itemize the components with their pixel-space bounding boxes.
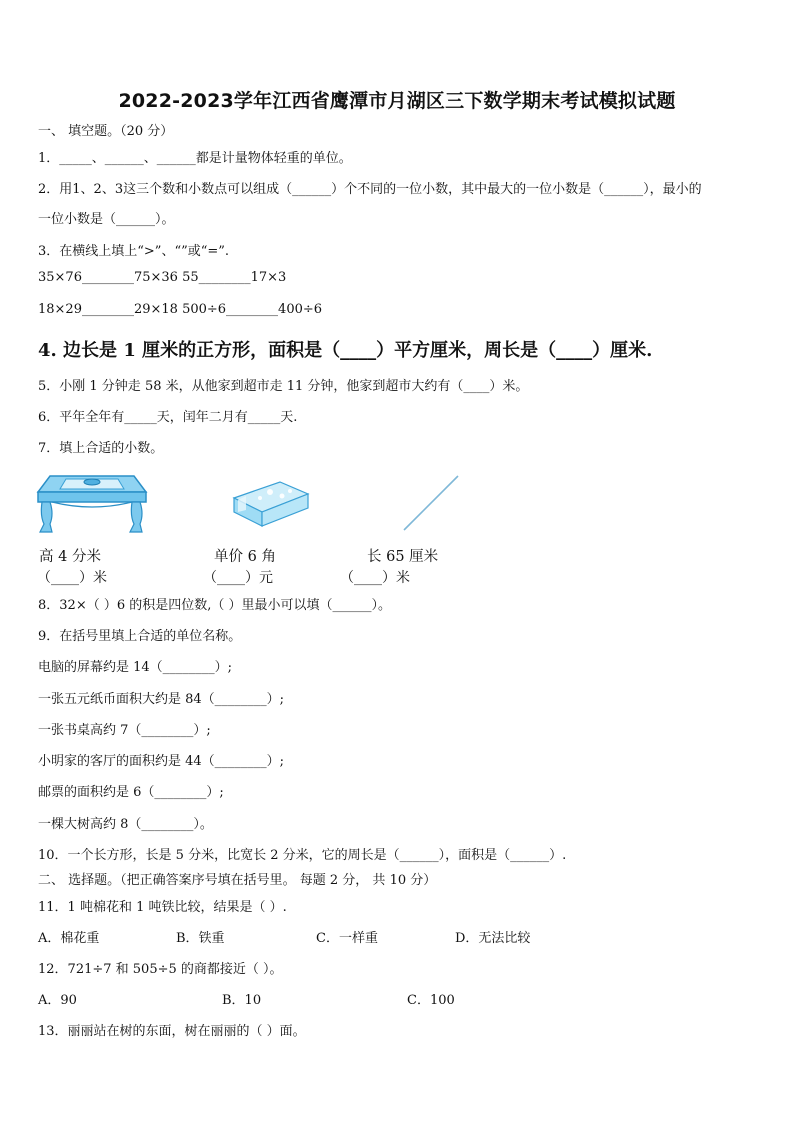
question-12: 12．721÷7 和 505÷5 的商都接近（ ）。 <box>38 962 283 977</box>
question-3: 3．在横线上填上“>”、“”或“=”. <box>38 244 230 259</box>
q11-option-b: B．铁重 <box>176 931 225 946</box>
q12-option-c: C．100 <box>407 993 455 1008</box>
q11-option-a: A．棉花重 <box>38 931 100 946</box>
q7-answer-2: （____）元 <box>203 570 273 586</box>
q9-item-6: 一棵大树高约 8（________）。 <box>38 817 213 832</box>
question-2-line-1: 2．用1、2、3这三个数和小数点可以组成（______）个不同的一位小数，其中最大的一位小数是（______），最小的 <box>38 182 702 197</box>
q9-item-3: 一张书桌高约 7（________）; <box>38 723 211 738</box>
q12-option-b: B．10 <box>222 993 262 1008</box>
q11-option-d: D．无法比较 <box>455 931 531 946</box>
question-10: 10．一个长方形，长是 5 分米，比宽长 2 分米，它的周长是（______），面积是（______）. <box>38 848 567 863</box>
question-6: 6．平年全年有_____天，闰年二月有_____天. <box>38 410 298 425</box>
q12-option-a: A．90 <box>38 993 77 1008</box>
q7-answer-1: （____）米 <box>37 570 107 586</box>
q7-label-1: 高 4 分米 <box>39 549 101 565</box>
stick-illustration <box>400 472 462 534</box>
question-4: 4. 边长是 1 厘米的正方形，面积是（____）平方厘米，周长是（____）厘米. <box>38 340 653 361</box>
section-1-heading: 一、 填空题。（20 分） <box>38 124 174 139</box>
q7-label-3: 长 65 厘米 <box>367 549 439 565</box>
question-11: 11．1 吨棉花和 1 吨铁比较，结果是（ ）. <box>38 900 287 915</box>
question-8: 8．32×（ ）6 的积是四位数,（ ）里最小可以填（______）。 <box>38 598 392 613</box>
question-3-row-2: 18×29________29×18 500÷6________400÷6 <box>38 302 323 317</box>
table-illustration <box>36 468 148 538</box>
q9-item-4: 小明家的客厅的面积约是 44（________）; <box>38 754 285 769</box>
question-1: 1．_____、______、______都是计量物体轻重的单位。 <box>38 151 352 166</box>
q9-item-5: 邮票的面积约是 6（________）; <box>38 785 224 800</box>
q11-option-c: C．一样重 <box>316 931 378 946</box>
q9-item-1: 电脑的屏幕约是 14（________）; <box>38 660 233 675</box>
page-title: 2022-2023学年江西省鹰潭市月湖区三下数学期末考试模拟试题 <box>118 90 676 112</box>
question-5: 5．小刚 1 分钟走 58 米，从他家到超市走 11 分钟，他家到超市大约有（____）米。 <box>38 379 529 394</box>
question-9: 9．在括号里填上合适的单位名称。 <box>38 629 242 644</box>
question-3-row-1: 35×76________75×36 55________17×3 <box>38 270 287 285</box>
q7-answer-3: （____）米 <box>340 570 410 586</box>
eraser-illustration <box>230 478 312 530</box>
question-7: 7．填上合适的小数。 <box>38 441 164 456</box>
q7-label-2: 单价 6 角 <box>214 549 276 565</box>
question-2-line-2: 一位小数是（______）。 <box>38 212 175 227</box>
section-2-heading: 二、 选择题。（把正确答案序号填在括号里。 每题 2 分， 共 10 分） <box>38 873 437 888</box>
q9-item-2: 一张五元纸币面积大约是 84（________）; <box>38 692 285 707</box>
question-13: 13．丽丽站在树的东面，树在丽丽的（ ）面。 <box>38 1024 306 1039</box>
